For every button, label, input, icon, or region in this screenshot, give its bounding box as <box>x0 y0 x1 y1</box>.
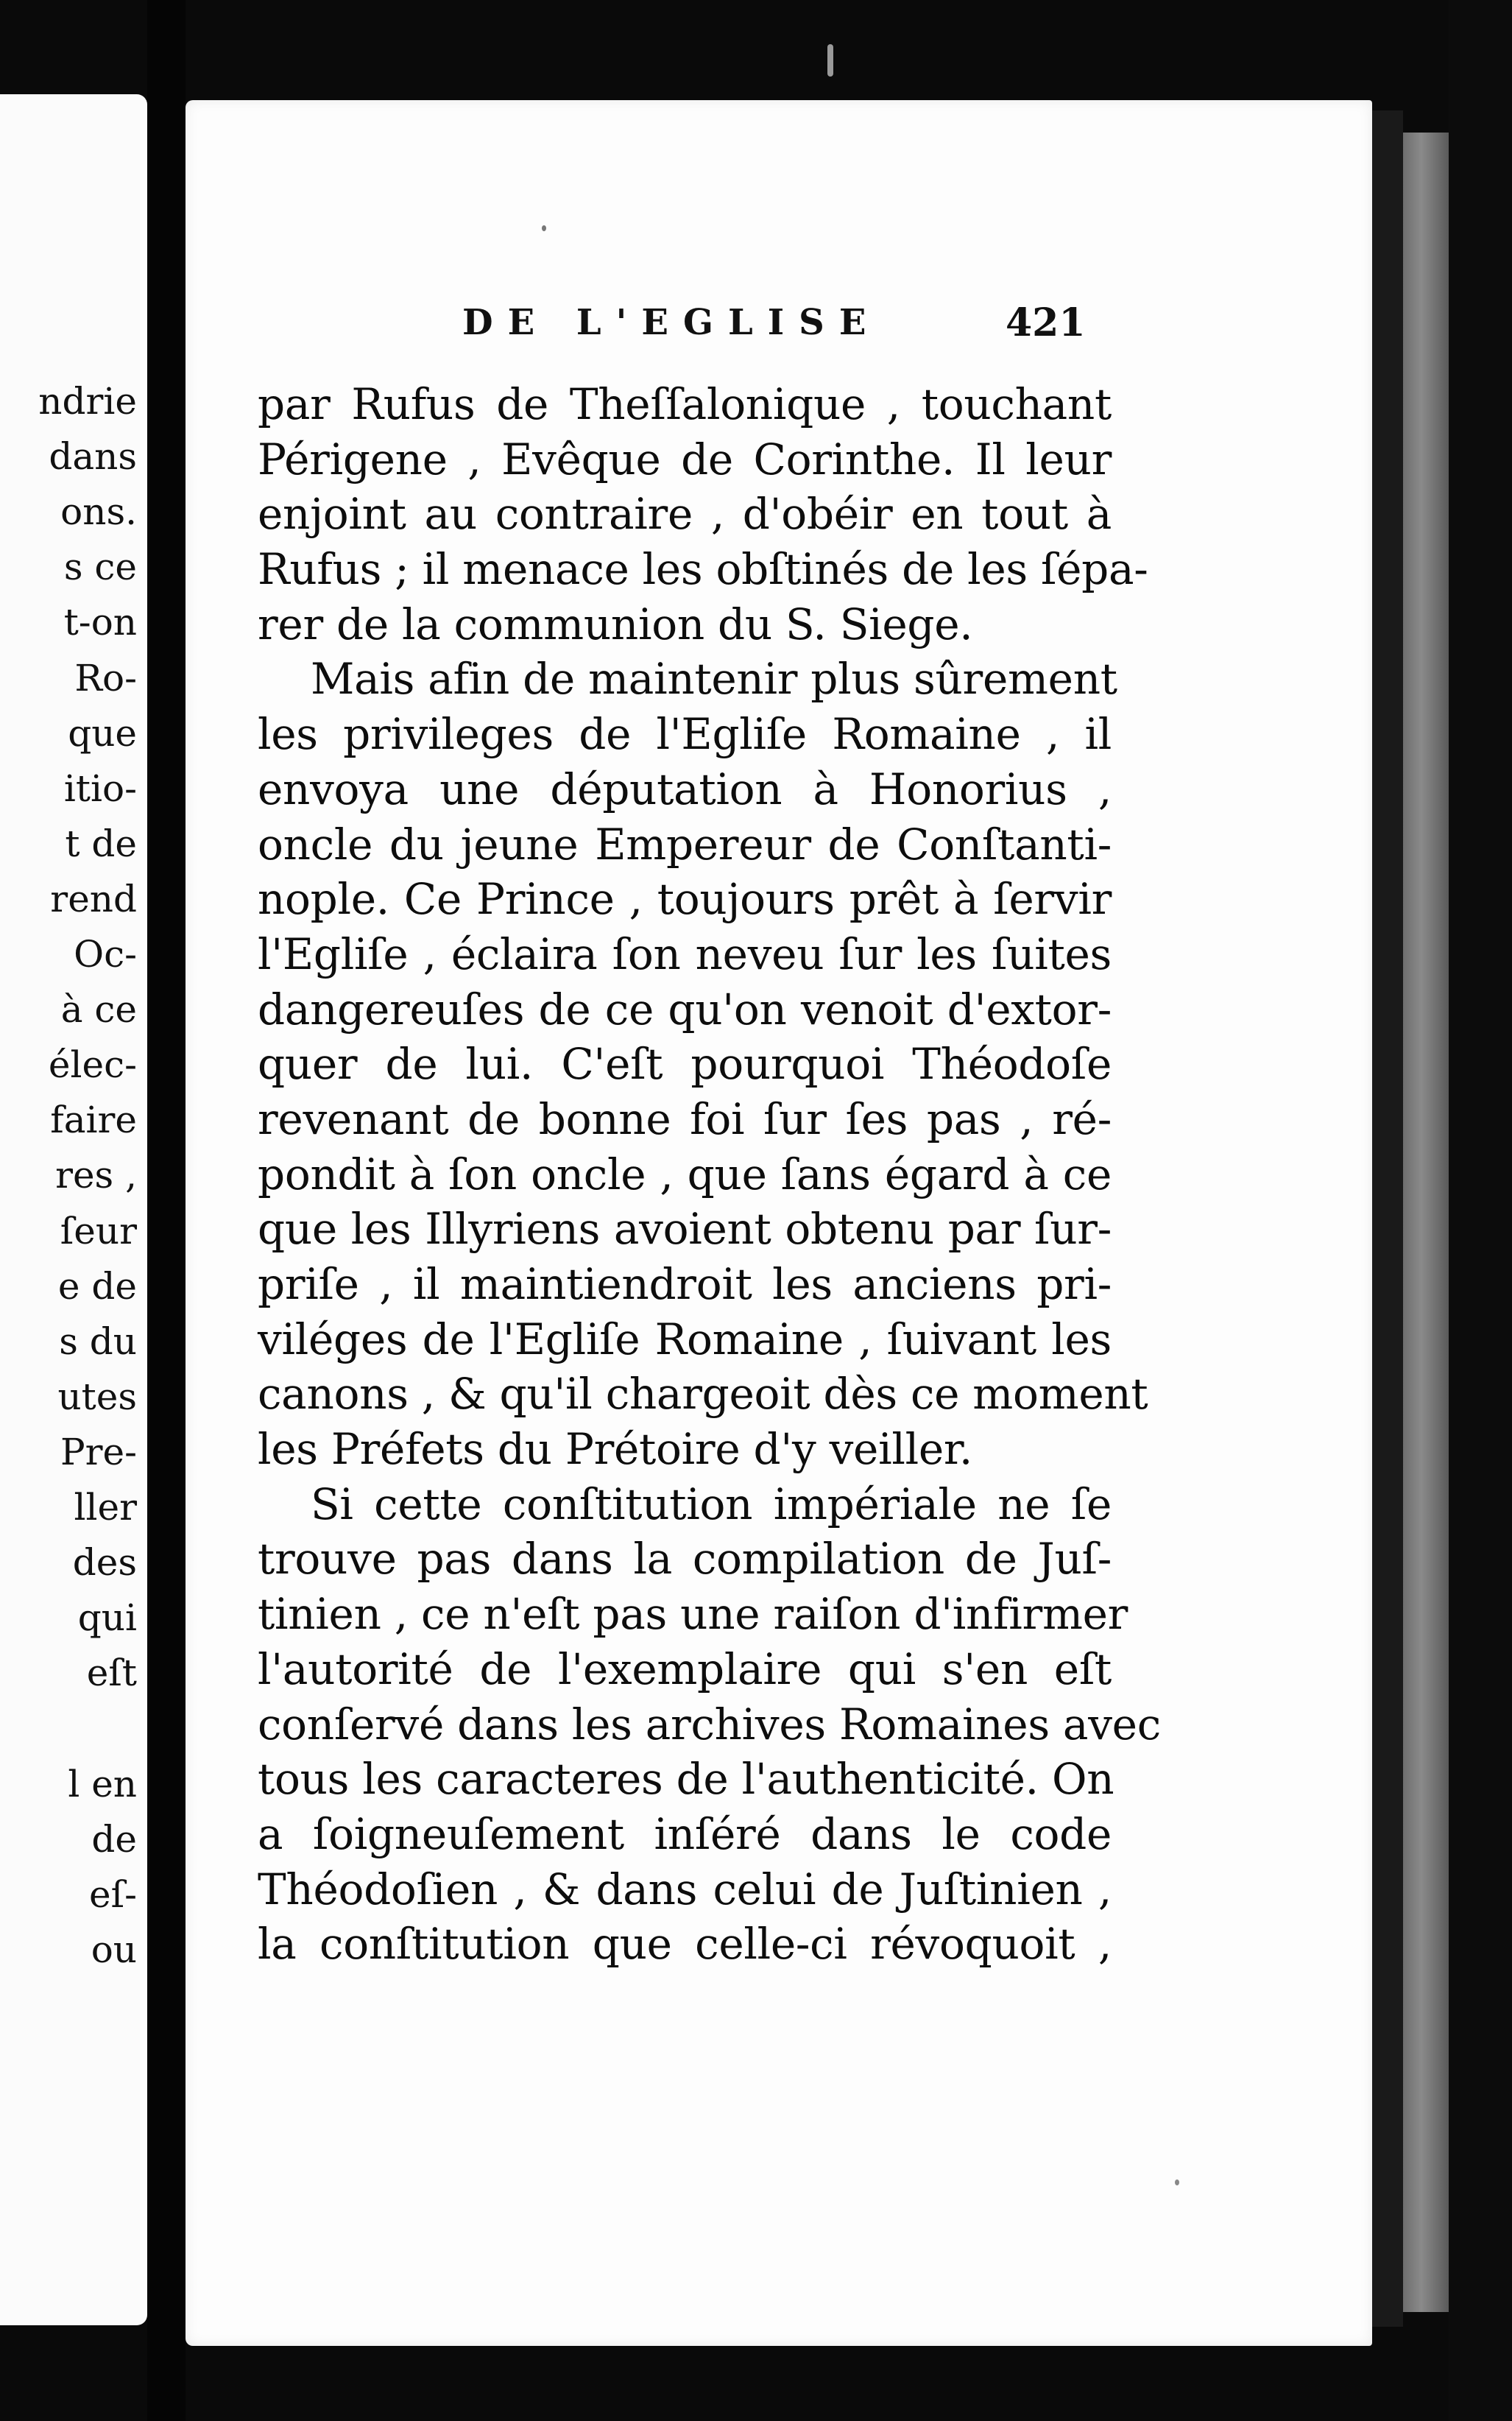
text-line: revenant de bonne foi ſur ſes pas , ré- <box>258 1093 1112 1144</box>
binding-edge <box>1372 110 1403 2327</box>
left-page-line: ndrie <box>38 380 137 423</box>
text-line: a ſoigneuſement inſéré dans le code <box>258 1808 1112 1859</box>
left-page-line: e de <box>57 1264 137 1308</box>
left-page-line: ou <box>91 1928 137 1971</box>
text-line: les privileges de l'Egliſe Romaine , il <box>258 709 1112 760</box>
page-edge <box>1403 133 1449 2312</box>
scan-border <box>1449 0 1512 2421</box>
text-line: que les Illyriens avoient obtenu par ſur- <box>258 1204 1112 1255</box>
text-line: tinien , ce n'eſt pas une raiſon d'infirmer <box>258 1589 1128 1640</box>
left-page-line: Oc- <box>74 933 137 976</box>
text-line: par Rufus de Theſſalonique , touchant <box>258 379 1112 429</box>
running-head: DE L'EGLISE <box>462 302 881 343</box>
text-line: l'Egliſe , éclaira ſon neveu ſur les ſuites <box>258 928 1112 979</box>
text-line: envoya une députation à Honorius , <box>258 764 1112 814</box>
text-line: oncle du jeune Empereur de Conſtanti- <box>258 819 1112 870</box>
text-line: trouve pas dans la compilation de Juſ- <box>258 1534 1112 1585</box>
left-page-line: ons. <box>60 490 137 534</box>
text-line: l'autorité de l'exemplaire qui s'en eſt <box>258 1643 1112 1694</box>
left-page-line: eſt <box>86 1652 137 1695</box>
text-line: les Préfets du Prétoire d'y veiller. <box>258 1424 973 1475</box>
text-line: dangereuſes de ce qu'on venoit d'extor- <box>258 984 1112 1035</box>
left-page-line: res , <box>55 1154 137 1197</box>
scan-speck <box>827 44 833 77</box>
left-page-line: que <box>68 711 137 755</box>
left-page-line: Ro- <box>74 656 137 699</box>
text-line: Périgene , Evêque de Corinthe. Il leur <box>258 434 1112 484</box>
text-line: priſe , il maintiendroit les anciens pri- <box>258 1259 1112 1309</box>
left-page-line: dans <box>49 435 137 479</box>
left-page-line: à ce <box>60 988 137 1032</box>
text-line: nople. Ce Prince , toujours prêt à ſervir <box>258 874 1112 925</box>
page-gutter <box>147 0 186 2421</box>
text-line: canons , & qu'il chargeoit dès ce moment <box>258 1369 1148 1420</box>
left-page-line: rend <box>50 877 137 920</box>
left-page-line: t-on <box>63 601 137 644</box>
left-page-line: s ce <box>63 546 137 589</box>
text-line: enjoint au contraire , d'obéir en tout à <box>258 489 1112 540</box>
left-page-line: de <box>91 1817 137 1861</box>
text-line: quer de lui. C'eſt pourquoi Théodoſe <box>258 1039 1112 1090</box>
left-page-line: des <box>72 1541 137 1585</box>
text-line: Théodoſien , & dans celui de Juſtinien , <box>258 1864 1112 1914</box>
left-page-line: s du <box>59 1319 137 1363</box>
left-page-line: l en <box>68 1762 137 1805</box>
left-page-line: qui <box>77 1596 137 1640</box>
left-page-fragment <box>0 94 147 2325</box>
left-page-line: Pre- <box>60 1430 137 1473</box>
left-page-line: eſ- <box>89 1872 137 1916</box>
text-line: Si cette conſtitution impériale ne ſe <box>311 1479 1112 1529</box>
scan-speck <box>1175 2179 1179 2185</box>
left-page-line: itio- <box>63 767 137 810</box>
left-page-line: t de <box>65 822 137 865</box>
left-page-line: ller <box>74 1486 137 1529</box>
body-text <box>258 377 1161 1972</box>
left-page-line: faire <box>50 1099 137 1142</box>
left-page-line: utes <box>57 1375 137 1418</box>
left-page-line: ſeur <box>60 1209 137 1252</box>
text-line: Mais afin de maintenir plus sûrement <box>311 654 1117 705</box>
text-line: rer de la communion du S. Siege. <box>258 599 973 649</box>
left-page-line: élec- <box>48 1043 137 1087</box>
text-line: Rufus ; il menace les obſtinés de les ſépa- <box>258 544 1148 595</box>
text-line: conſervé dans les archives Romaines avec <box>258 1699 1161 1749</box>
scan-speck <box>542 225 546 231</box>
text-line: la conſtitution que celle-ci révoquoit , <box>258 1919 1112 1970</box>
text-line: viléges de l'Egliſe Romaine , ſuivant les <box>258 1314 1112 1364</box>
page-number: 421 <box>1006 300 1086 345</box>
text-line: pondit à ſon oncle , que ſans égard à ce <box>258 1149 1112 1199</box>
text-line: tous les caracteres de l'authenticité. On <box>258 1754 1114 1805</box>
